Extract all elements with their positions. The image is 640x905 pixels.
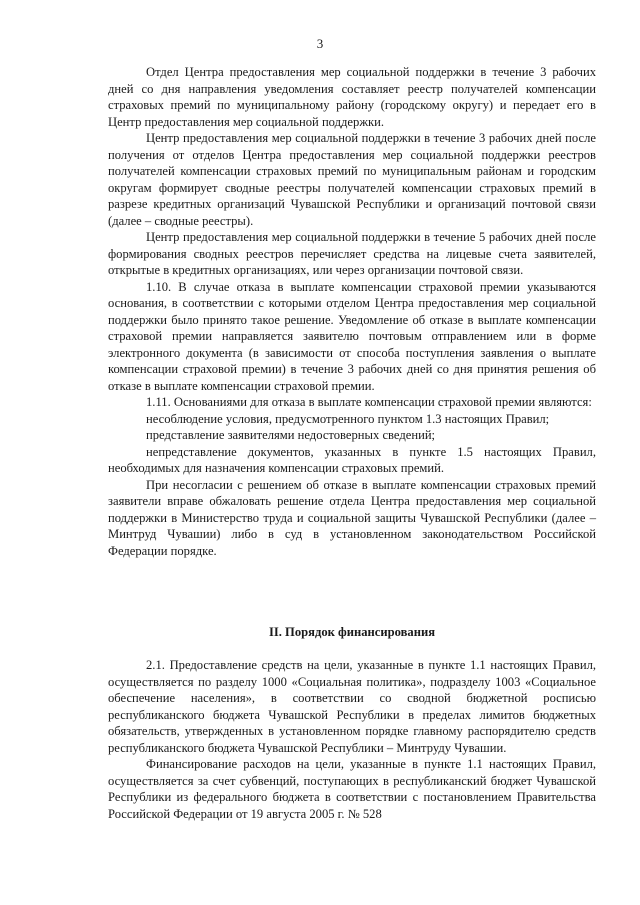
page-number: 3 xyxy=(316,36,324,51)
paragraph: Отдел Центра предоставления мер социальной поддержки в течение 3 рабочих дней со дня направления уведомления составляет реестр получателей компенсации страховых премий по муниципальному району (городскому округу) и передает его в Центр предоставления мер социальной поддержки. xyxy=(108,65,596,129)
paragraph: 1.10. В случае отказа в выплате компенсации страховой премии указываются основания, в соответствии с которыми отделом Центра предоставления мер социальной поддержки было принято такое решение. Уведомление об отказе в выплате компенсации страховой премии направляется заявителю почтовым отправлением или в форме электронного документа (в зависимости от способа поступления заявления о выплате компенсации страховой премии) в течение 3 рабочих дней со дня принятия решения об отказе в выплате компенсации страховой премии. xyxy=(108,279,596,393)
section-title: II. Порядок финансирования xyxy=(268,625,436,639)
body-text-bottom xyxy=(108,657,596,822)
paragraph: 1.11. Основаниями для отказа в выплате компенсации страховой премии являются: xyxy=(146,395,592,409)
paragraph: Центр предоставления мер социальной поддержки в течение 5 рабочих дней после формирования сводных реестров перечисляет средства на лицевые счета заявителей, открытые в кредитных организациях, или через организации почтовой связи. xyxy=(108,230,596,277)
list-item: несоблюдение условия, предусмотренного пунктом 1.3 настоящих Правил; xyxy=(146,411,550,426)
paragraph: При несогласии с решением об отказе в выплате компенсации страховых премий заявители вправе обжаловать решение отдела Центра предоставления мер социальной поддержки в Министерство труда и социальной защиты Чувашской Республики (далее – Минтруд Чувашии) либо в суд в установленном законодательством Российской Федерации порядке. xyxy=(108,477,596,558)
paragraph: Финансирование расходов на цели, указанные в пункте 1.1 настоящих Правил, осуществляется за счет субвенций, поступающих в республиканский бюджет Чувашской Республики из федерального бюджета в соответствии с постановлением Правительства Российской Федерации от 19 августа 2005 г. № 528 xyxy=(108,757,596,821)
body-text-top xyxy=(108,64,596,559)
paragraph: Центр предоставления мер социальной поддержки в течение 3 рабочих дней после получения от отделов Центра предоставления мер социальной поддержки реестров получателей компенсации страховых премий по муниципальным районам и городским округам формирует сводные реестры получателей компенсации страховых премий в разрезе кредитных организаций Чувашской Республики и организаций почтовой связи (далее – сводные реестры). xyxy=(108,131,596,228)
list-item: представление заявителями недостоверных сведений; xyxy=(146,428,436,442)
list-item: непредставление документов, указанных в пункте 1.5 настоящих Правил, необходимых для назначения компенсации страховых премий. xyxy=(108,444,596,475)
paragraph: 2.1. Предоставление средств на цели, указанные в пункте 1.1 настоящих Правил, осуществляется по разделу 1000 «Социальная политика», подразделу 1003 «Социальное обеспечение населения», в соответствии со сводной бюджетной росписью республиканского бюджета Чувашской Республики в пределах лимитов бюджетных обязательств, утвержденных в установленном порядке главному распорядителю средств республиканского бюджета Чувашской Республики – Минтруду Чувашии. xyxy=(108,658,596,755)
